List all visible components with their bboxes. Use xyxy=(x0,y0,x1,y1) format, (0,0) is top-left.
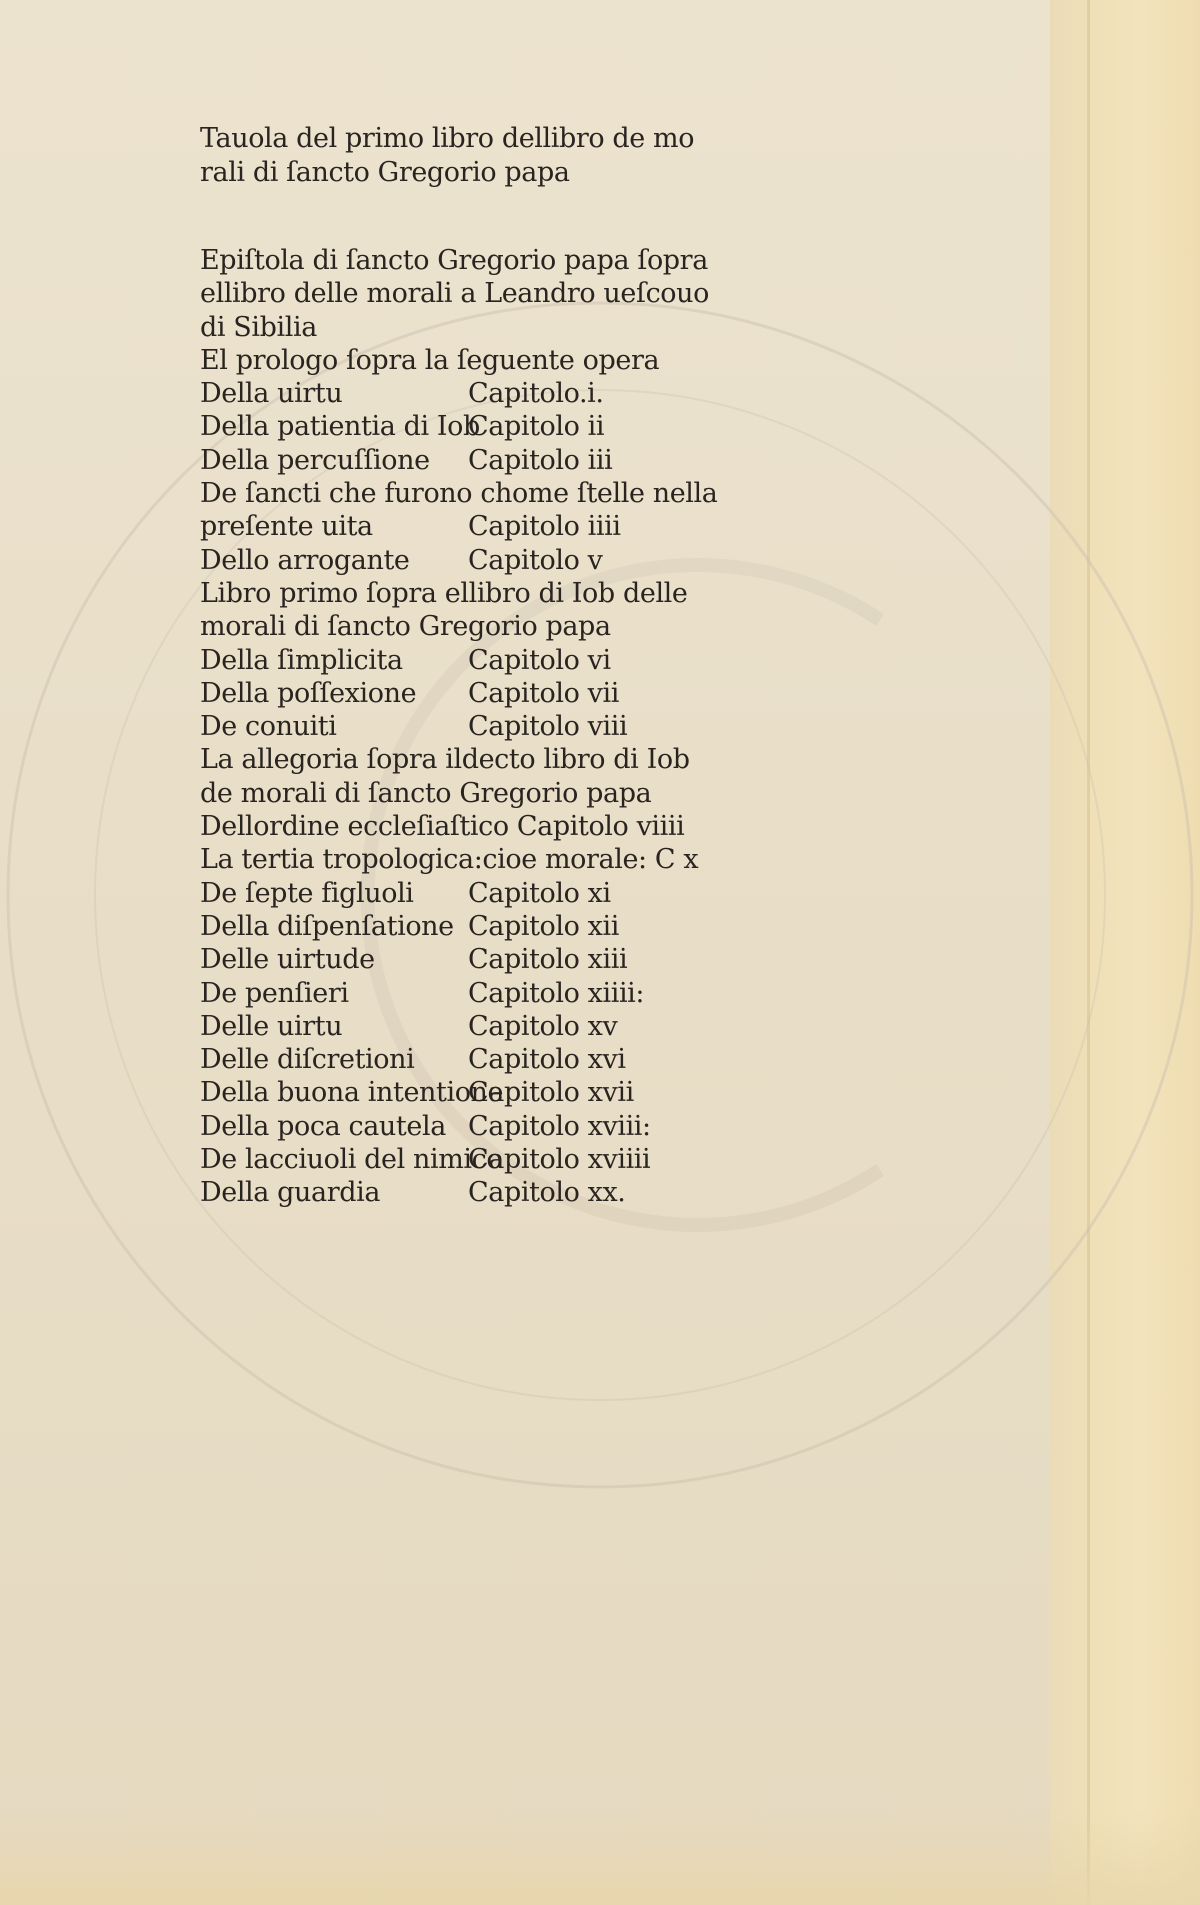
toc-entry-text: Delle uirtude xyxy=(200,944,375,976)
toc-entry xyxy=(200,1043,760,1076)
toc-entry-text: De ſepte figluoli xyxy=(200,877,414,909)
toc-entry-text: Dello arrogante xyxy=(200,544,410,576)
toc-entry-text: Della uirtu xyxy=(200,378,343,410)
toc-entry-chapter: Capitolo iiii xyxy=(468,511,621,543)
toc-entry-text: Della poca cautela xyxy=(200,1110,446,1142)
toc-title-line: Tauola del primo libro dellibro de mo xyxy=(200,123,695,154)
toc-entry xyxy=(200,1143,760,1176)
toc-entry xyxy=(200,810,760,843)
toc-entry xyxy=(200,677,760,710)
toc-entry xyxy=(200,910,760,943)
toc-entry-text: Epiſtola di ſancto Gregorio papa ſopra xyxy=(200,245,708,276)
toc-entry xyxy=(200,577,760,610)
toc-entry xyxy=(200,877,760,910)
toc-entry xyxy=(200,943,760,976)
toc-entry-chapter: Capitolo xvii xyxy=(468,1077,634,1109)
toc-entry-text: de morali di ſancto Gregorio papa xyxy=(200,777,652,809)
toc-entry-text: La tertia tropologica:cioe morale: C x xyxy=(200,844,699,876)
toc-entry-chapter: Capitolo xiiii: xyxy=(468,977,645,1009)
toc-entry xyxy=(200,1110,760,1143)
toc-entry-text: morali di ſancto Gregorio papa xyxy=(200,611,611,643)
toc-entry-chapter: Capitolo.i. xyxy=(468,378,604,410)
toc-entry-chapter: Capitolo ii xyxy=(468,411,605,443)
toc-entry-text: preſente uita xyxy=(200,511,373,543)
toc-entry xyxy=(200,610,760,643)
toc-entry xyxy=(200,1176,760,1209)
toc-entry-chapter: Capitolo v xyxy=(468,544,603,576)
toc-entry-chapter: Capitolo xviii: xyxy=(468,1110,651,1142)
toc-entry xyxy=(200,777,760,810)
toc-entry-chapter: Capitolo xiii xyxy=(468,944,628,976)
toc-entry-text: Dellordine eccleſiaſtico Capitolo viiii xyxy=(200,811,685,843)
toc-entry-text: De lacciuoli del nimico xyxy=(200,1144,503,1176)
toc-entry xyxy=(200,477,760,510)
toc-entry-chapter: Capitolo xi xyxy=(468,877,611,909)
toc-entry xyxy=(200,244,760,277)
toc-entry xyxy=(200,743,760,776)
toc-entry xyxy=(200,644,760,677)
toc-entry-text: Della poſſexione xyxy=(200,677,417,709)
toc-entry-text: Libro primo ſopra ellibro di Iob delle xyxy=(200,577,688,609)
toc-entry-text: Delle uirtu xyxy=(200,1010,343,1042)
toc-entry-chapter: Capitolo xx. xyxy=(468,1177,626,1209)
toc-entries xyxy=(200,244,760,1210)
toc-entry-text: La allegoria ſopra ildecto libro di Iob xyxy=(200,744,690,776)
toc-entry xyxy=(200,977,760,1010)
toc-entry-chapter: Capitolo xvi xyxy=(468,1044,626,1076)
toc-entry-text: De ſancti che furono chome ſtelle nella xyxy=(200,478,718,510)
toc-entry-text: Della diſpenſatione xyxy=(200,910,454,942)
toc-entry-chapter: Capitolo xv xyxy=(468,1010,618,1042)
toc-entry-chapter: Capitolo xviiii xyxy=(468,1144,651,1176)
toc-entry-text: De penſieri xyxy=(200,977,349,1009)
toc-entry-text: Della ſimplicita xyxy=(200,644,403,676)
toc-entry xyxy=(200,710,760,743)
toc-entry-text: di Sibilia xyxy=(200,311,317,343)
toc-entry-chapter: Capitolo viii xyxy=(468,711,628,743)
toc-entry-chapter: Capitolo vii xyxy=(468,677,619,709)
toc-entry-chapter: Capitolo iii xyxy=(468,444,613,476)
toc-entry-text: Della buona intentione xyxy=(200,1077,504,1109)
toc-entry xyxy=(200,1010,760,1043)
toc-entry xyxy=(200,1076,760,1109)
toc-entry xyxy=(200,843,760,876)
toc-entry-text: Della patientia di Iob xyxy=(200,411,480,443)
toc-title-line: rali di ſancto Gregorio papa xyxy=(200,157,570,188)
toc-entry xyxy=(200,510,760,543)
toc-entry xyxy=(200,344,760,377)
toc-entry-text: Della percuſſione xyxy=(200,444,430,476)
toc-entry-text: De conuiti xyxy=(200,711,337,743)
toc-entry xyxy=(200,311,760,344)
toc-entry xyxy=(200,277,760,310)
toc-entry-text: ellibro delle morali a Leandro ueſcouo xyxy=(200,278,710,310)
toc-entry-text: El prologo ſopra la ſeguente opera xyxy=(200,344,660,376)
toc-entry-text: Della guardia xyxy=(200,1177,381,1209)
toc-entry xyxy=(200,377,760,410)
toc-entry xyxy=(200,444,760,477)
toc-entry-chapter: Capitolo vi xyxy=(468,644,611,676)
toc-entry xyxy=(200,410,760,443)
toc-entry-chapter: Capitolo xii xyxy=(468,910,619,942)
toc-entry-text: Delle diſcretioni xyxy=(200,1044,415,1076)
toc-entry xyxy=(200,544,760,577)
table-of-contents xyxy=(200,122,760,1210)
